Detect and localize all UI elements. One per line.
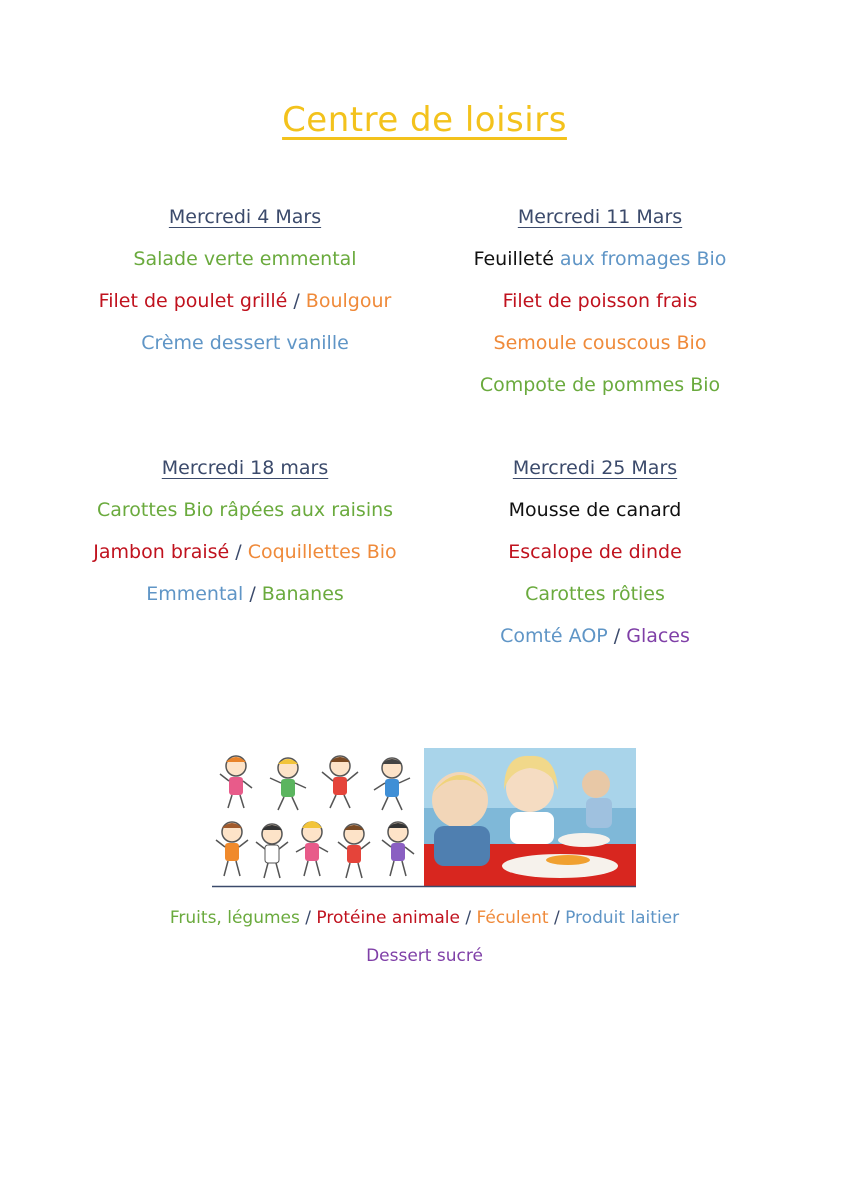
menu-dish: Feuilleté	[473, 248, 560, 270]
food-category-legend	[0, 908, 849, 928]
menu-separator: /	[229, 541, 248, 563]
menu-dish: Glaces	[626, 625, 690, 647]
menu-dish: aux fromages Bio	[559, 248, 727, 270]
children-eating-photo	[424, 748, 636, 886]
menu-item-line	[60, 280, 430, 322]
menu-item-line	[420, 615, 770, 657]
menu-item-line	[420, 573, 770, 615]
menu-item-line	[60, 238, 430, 280]
menu-day-25-mars	[420, 447, 770, 657]
menu-dish: Boulgour	[305, 290, 392, 312]
page-title: Centre de loisirs	[282, 100, 567, 140]
food-category-legend-line2	[0, 946, 849, 966]
legend-proteine-animale: Protéine animale	[316, 908, 460, 928]
menu-separator: /	[607, 625, 627, 647]
menu-dish: Semoule couscous Bio	[493, 332, 707, 354]
menu-dish: Comté AOP	[500, 625, 608, 647]
menu-dish: Carottes rôties	[525, 583, 665, 605]
menu-dish: Filet de poulet grillé	[98, 290, 288, 312]
menu-day-11-mars	[420, 196, 780, 406]
legend-fruits-legumes: Fruits, légumes	[169, 908, 300, 928]
menu-day-18-mars	[60, 447, 430, 615]
cartoon-children-drawing	[212, 748, 424, 886]
menu-day-heading: Mercredi 18 mars	[161, 457, 329, 479]
menu-item-line	[60, 573, 430, 615]
menu-dish: Escalope de dinde	[508, 541, 682, 563]
menu-item-line	[60, 322, 430, 364]
legend-separator: /	[548, 908, 566, 928]
menu-separator: /	[243, 583, 262, 605]
legend-produit-laitier: Produit laitier	[565, 908, 680, 928]
menu-item-line	[60, 531, 430, 573]
menu-separator: /	[287, 290, 306, 312]
menu-dish: Bananes	[261, 583, 344, 605]
menu-day-heading: Mercredi 4 Mars	[168, 206, 322, 228]
menu-dish: Salade verte emmental	[133, 248, 357, 270]
menu-item-line	[420, 280, 780, 322]
menu-day-4-mars	[60, 196, 430, 364]
menu-dish: Filet de poisson frais	[502, 290, 698, 312]
menu-dish: Emmental	[146, 583, 244, 605]
illustration-svg	[212, 748, 636, 888]
menu-dish: Crème dessert vanille	[141, 332, 349, 354]
menu-item-line	[420, 364, 780, 406]
illustration-banner	[212, 748, 636, 888]
menu-item-line	[420, 489, 770, 531]
menu-dish: Mousse de canard	[508, 499, 682, 521]
menu-item-line	[420, 238, 780, 280]
menu-day-heading: Mercredi 25 Mars	[512, 457, 678, 479]
menu-item-line	[420, 531, 770, 573]
legend-separator: /	[299, 908, 317, 928]
menu-dish: Coquillettes Bio	[247, 541, 397, 563]
menu-dish: Compote de pommes Bio	[479, 374, 721, 396]
menu-item-line	[420, 322, 780, 364]
legend-separator: /	[459, 908, 477, 928]
menu-dish: Carottes Bio râpées aux raisins	[96, 499, 394, 521]
menu-dish: Jambon braisé	[93, 541, 230, 563]
legend-dessert-sucre: Dessert sucré	[366, 946, 483, 966]
legend-feculent: Féculent	[476, 908, 549, 928]
menu-day-heading: Mercredi 11 Mars	[517, 206, 683, 228]
menu-item-line	[60, 489, 430, 531]
